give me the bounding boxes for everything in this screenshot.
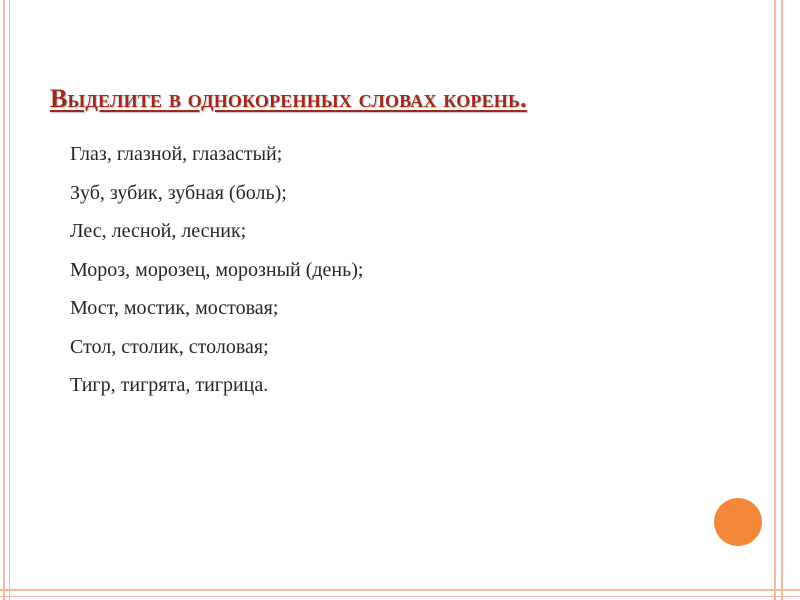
list-item <box>44 336 363 375</box>
frame-line-right-outer <box>774 0 776 600</box>
list-item-text: Глаз, глазной, глазастый; <box>70 143 283 165</box>
list-item <box>44 143 363 182</box>
list-item-text: Лес, лесной, лесник; <box>70 220 247 242</box>
frame-line-left-inner <box>9 0 10 600</box>
list-item <box>44 220 363 259</box>
frame-line-left-outer <box>3 0 5 600</box>
frame-line-bottom-outer <box>0 589 800 591</box>
slide-title: Выделите в однокоренных словах корень. <box>50 84 527 113</box>
list-item-text: Мост, мостик, мостовая; <box>70 297 279 319</box>
list-item-text: Зуб, зубик, зубная (боль); <box>70 181 287 204</box>
list-item-text: Стол, столик, столовая; <box>70 335 269 358</box>
frame-line-bottom-inner <box>0 596 800 597</box>
list-item-text: Тигр, тигрята, тигрица. <box>70 374 269 396</box>
list-item <box>44 374 363 413</box>
frame-line-right-inner <box>781 0 783 600</box>
list-item <box>44 182 363 221</box>
bullet-list <box>44 143 363 413</box>
list-item <box>44 297 363 336</box>
orange-circle-decoration <box>714 498 762 546</box>
list-item <box>44 259 363 298</box>
list-item-text: Мороз, морозец, морозный (день); <box>70 258 364 281</box>
